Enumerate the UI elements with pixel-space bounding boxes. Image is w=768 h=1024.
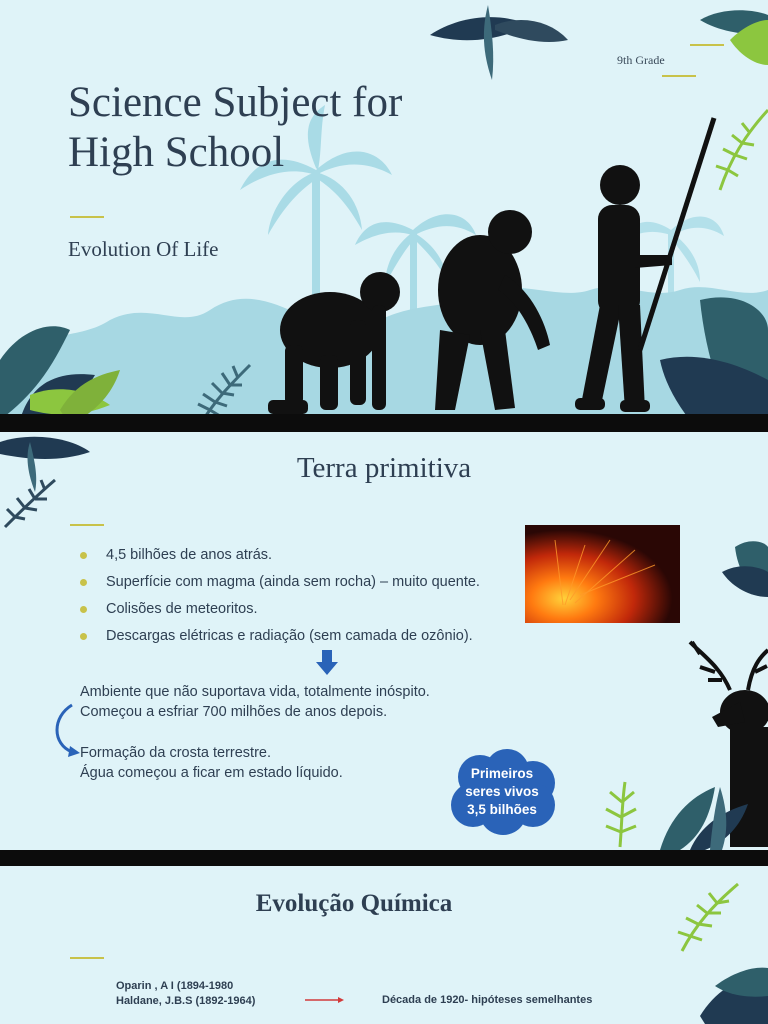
list-item: Descargas elétricas e radiação (sem camada de ozônio). bbox=[80, 623, 480, 650]
fern-icon bbox=[678, 884, 738, 951]
authors-list: Oparin , A I (1894-1980 Haldane, J.B.S (1892-1964) bbox=[116, 980, 256, 1007]
slide-evolucao-quimica bbox=[0, 866, 768, 1024]
page-title bbox=[68, 78, 488, 178]
bullet-icon bbox=[80, 552, 87, 559]
volcano-image bbox=[525, 525, 680, 623]
paragraph-1: Ambiente que não suportava vida, totalmente inóspito. Começou a esfriar 700 milhões de anos depois. bbox=[80, 684, 430, 720]
fern-icon bbox=[606, 782, 636, 847]
list-item: Colisões de meteoritos. bbox=[80, 596, 480, 623]
section-heading: Terra primitiva bbox=[296, 452, 472, 484]
paragraph-2: Formação da crosta terrestre. Água começou a ficar em estado líquido. bbox=[80, 745, 343, 781]
bullet-list bbox=[80, 542, 480, 650]
list-item: 4,5 bilhões de anos atrás. bbox=[80, 542, 480, 569]
section-heading: Evolução Química bbox=[255, 890, 453, 917]
grade-label: 9th Grade bbox=[617, 53, 665, 67]
divider-line bbox=[70, 216, 104, 218]
leaf-icon bbox=[0, 437, 90, 459]
cloud-badge-text: Primeiros seres vivos 3,5 bilhões bbox=[465, 766, 539, 817]
list-item: Superfície com magma (ainda sem rocha) – muito quente. bbox=[80, 569, 480, 596]
divider-line bbox=[662, 75, 696, 77]
divider-line bbox=[70, 957, 104, 959]
curved-arrow-icon bbox=[68, 746, 80, 757]
leaf-icon bbox=[722, 566, 768, 597]
title-line-2: High School bbox=[68, 129, 285, 176]
subtitle: Evolution Of Life bbox=[68, 237, 219, 261]
divider-line bbox=[690, 44, 724, 46]
divider-line bbox=[70, 524, 104, 526]
fern-icon bbox=[716, 110, 768, 190]
fern-icon bbox=[5, 480, 55, 527]
note-text: Década de 1920- hipóteses semelhantes bbox=[382, 994, 593, 1006]
leaf-icon bbox=[484, 5, 493, 80]
leaf-icon bbox=[495, 20, 568, 42]
title-line-1: Science Subject for bbox=[68, 79, 403, 126]
slide-terra-primitiva bbox=[0, 432, 768, 850]
bullet-icon bbox=[80, 633, 87, 640]
curved-arrow-icon bbox=[57, 705, 72, 752]
bullet-icon bbox=[80, 579, 87, 586]
bullet-icon bbox=[80, 606, 87, 613]
slide-cover bbox=[0, 0, 768, 432]
slide-divider-bar bbox=[0, 850, 768, 866]
right-arrow-icon bbox=[338, 997, 344, 1003]
down-arrow-icon bbox=[316, 650, 338, 675]
